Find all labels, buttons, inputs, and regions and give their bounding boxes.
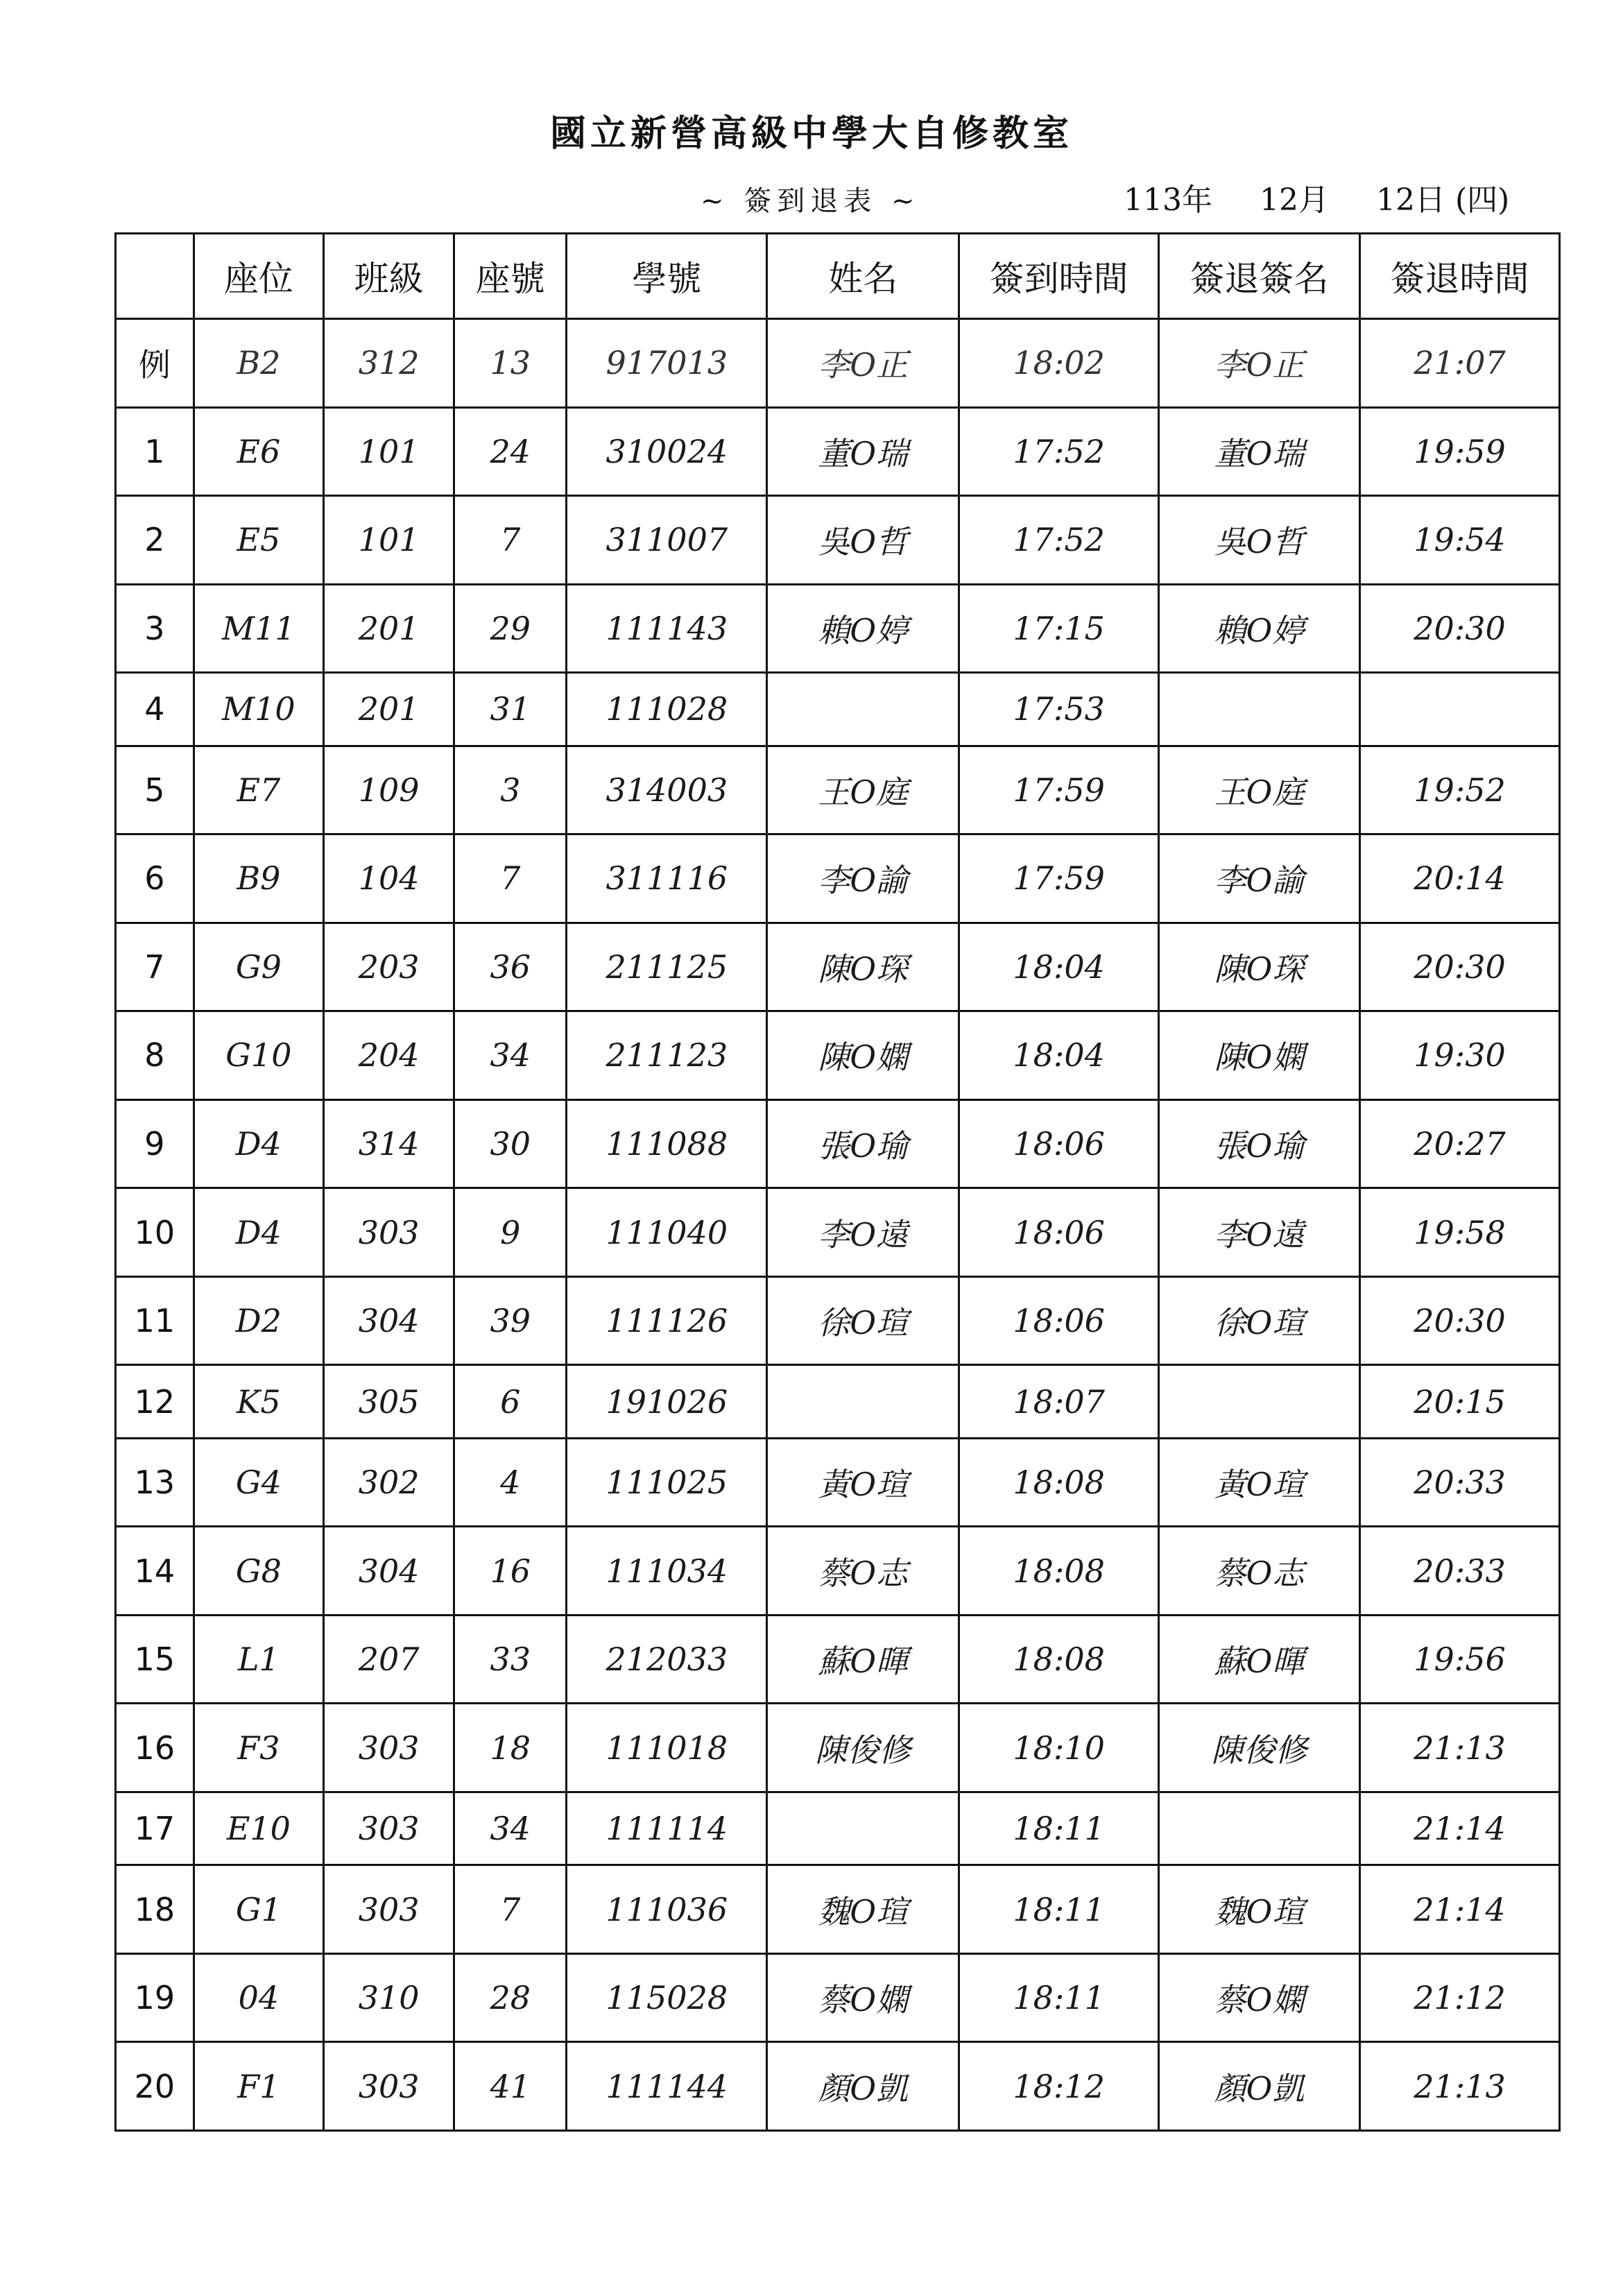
seat-number-cell: 7: [454, 1865, 567, 1954]
row-number: 9: [116, 1099, 194, 1188]
check-out-signature-cell: 賴O婷: [1159, 584, 1360, 673]
table-row: [116, 2042, 1560, 2131]
check-out-time-cell: 20:30: [1360, 584, 1560, 673]
check-in-time-cell: 17:52: [959, 496, 1159, 585]
name-cell: 徐O瑄: [767, 1276, 959, 1365]
student-id-cell: 314003: [567, 746, 767, 834]
student-id-cell: 311116: [567, 834, 767, 923]
check-out-time-cell: 20:30: [1360, 1276, 1560, 1365]
seat-cell: E10: [194, 1792, 323, 1865]
seat-cell: F3: [194, 1704, 323, 1792]
name-cell: 李O正: [767, 319, 959, 408]
check-out-signature-cell: 李O諭: [1159, 834, 1360, 923]
seat-number-cell: 33: [454, 1615, 567, 1704]
check-out-signature-cell: 張O瑜: [1159, 1099, 1360, 1188]
student-id-cell: 111144: [567, 2042, 767, 2131]
row-number: 19: [116, 1953, 194, 2042]
seat-number-cell: 29: [454, 584, 567, 673]
check-out-time-cell: 20:33: [1360, 1438, 1560, 1527]
document-subtitle: ~ 簽到退表 ~: [701, 185, 920, 217]
check-in-time-cell: 18:10: [959, 1704, 1159, 1792]
date-month: 12月: [1259, 182, 1329, 218]
name-cell: 蔡O志: [767, 1527, 959, 1616]
table-row: [116, 1099, 1560, 1188]
name-cell: 陳俊修: [767, 1704, 959, 1792]
check-out-time-cell: 19:52: [1360, 746, 1560, 834]
name-cell: 李O遠: [767, 1188, 959, 1277]
check-in-time-cell: 18:11: [959, 1865, 1159, 1954]
seat-cell: B2: [194, 319, 323, 408]
check-out-time-cell: 19:56: [1360, 1615, 1560, 1704]
check-out-signature-cell: 陳O琛: [1159, 923, 1360, 1011]
row-number: 2: [116, 496, 194, 585]
sign-in-table: [114, 232, 1561, 2132]
seat-number-header: 座號: [454, 234, 567, 319]
student-id-header: 學號: [567, 234, 767, 319]
check-out-time-cell: 21:14: [1360, 1792, 1560, 1865]
class-cell: 201: [324, 673, 454, 746]
row-number: 15: [116, 1615, 194, 1704]
seat-cell: G1: [194, 1865, 323, 1954]
student-id-cell: 111025: [567, 1438, 767, 1527]
check-out-signature-cell: 李O遠: [1159, 1188, 1360, 1277]
check-out-signature-cell: 魏O瑄: [1159, 1865, 1360, 1954]
table-row: [116, 407, 1560, 496]
table-row: [116, 1188, 1560, 1277]
check-out-time-cell: 20:27: [1360, 1099, 1560, 1188]
class-cell: 204: [324, 1011, 454, 1100]
name-cell: 吳O哲: [767, 496, 959, 585]
name-cell: 黃O瑄: [767, 1438, 959, 1527]
table-row: [116, 834, 1560, 923]
check-out-signature-cell: 黃O瑄: [1159, 1438, 1360, 1527]
seat-number-cell: 4: [454, 1438, 567, 1527]
seat-number-cell: 6: [454, 1365, 567, 1438]
table-row: [116, 1865, 1560, 1954]
seat-cell: D4: [194, 1188, 323, 1277]
seat-cell: G10: [194, 1011, 323, 1100]
table-row: [116, 1438, 1560, 1527]
date-line: [1124, 175, 1509, 219]
row-number: 5: [116, 746, 194, 834]
class-cell: 109: [324, 746, 454, 834]
check-in-time-cell: 17:15: [959, 584, 1159, 673]
seat-header: 座位: [194, 234, 323, 319]
row-number: 1: [116, 407, 194, 496]
student-id-cell: 211123: [567, 1011, 767, 1100]
name-cell: 董O瑞: [767, 407, 959, 496]
check-out-signature-cell: 蘇O暉: [1159, 1615, 1360, 1704]
check-out-signature-cell: 陳O嫻: [1159, 1011, 1360, 1100]
check-out-signature-cell: [1159, 1792, 1360, 1865]
seat-number-cell: 36: [454, 923, 567, 1011]
date-weekday: (四): [1454, 182, 1510, 218]
check-out-signature-cell: 顏O凱: [1159, 2042, 1360, 2131]
name-cell: 陳O琛: [767, 923, 959, 1011]
example-row: [116, 319, 1560, 408]
student-id-cell: 111034: [567, 1527, 767, 1616]
table-row: [116, 1276, 1560, 1365]
row-number: 11: [116, 1276, 194, 1365]
row-number: 20: [116, 2042, 194, 2131]
document-title: 國立新營高級中學大自修教室: [549, 112, 1073, 155]
seat-number-cell: 24: [454, 407, 567, 496]
header-row: [116, 234, 1560, 319]
seat-cell: 04: [194, 1953, 323, 2042]
row-number: 8: [116, 1011, 194, 1100]
row-number: 18: [116, 1865, 194, 1954]
row-number: 7: [116, 923, 194, 1011]
table-row: [116, 1011, 1560, 1100]
check-in-time-cell: 18:02: [959, 319, 1159, 408]
check-in-time-cell: 18:08: [959, 1527, 1159, 1616]
class-cell: 303: [324, 1704, 454, 1792]
class-cell: 310: [324, 1953, 454, 2042]
check-out-time-cell: 20:30: [1360, 923, 1560, 1011]
check-in-time-cell: 18:04: [959, 923, 1159, 1011]
class-cell: 303: [324, 1865, 454, 1954]
seat-number-cell: 39: [454, 1276, 567, 1365]
class-cell: 304: [324, 1276, 454, 1365]
seat-cell: K5: [194, 1365, 323, 1438]
seat-cell: F1: [194, 2042, 323, 2131]
check-out-signature-cell: 蔡O志: [1159, 1527, 1360, 1616]
name-cell: [767, 1365, 959, 1438]
table-row: [116, 673, 1560, 746]
check-in-time-cell: 18:11: [959, 1953, 1159, 2042]
class-cell: 104: [324, 834, 454, 923]
row-number: 13: [116, 1438, 194, 1527]
seat-cell: E5: [194, 496, 323, 585]
check-in-time-header: 簽到時間: [959, 234, 1159, 319]
check-out-time-cell: 19:59: [1360, 407, 1560, 496]
seat-cell: E7: [194, 746, 323, 834]
name-cell: 陳O嫻: [767, 1011, 959, 1100]
class-cell: 207: [324, 1615, 454, 1704]
check-in-time-cell: 17:52: [959, 407, 1159, 496]
seat-number-cell: 31: [454, 673, 567, 746]
check-out-time-cell: 21:12: [1360, 1953, 1560, 2042]
student-id-cell: 310024: [567, 407, 767, 496]
table-row: [116, 1527, 1560, 1616]
check-out-time-cell: 19:30: [1360, 1011, 1560, 1100]
seat-cell: M10: [194, 673, 323, 746]
check-out-signature-cell: 陳俊修: [1159, 1704, 1360, 1792]
seat-number-cell: 16: [454, 1527, 567, 1616]
student-id-cell: 111036: [567, 1865, 767, 1954]
check-out-signature-cell: [1159, 1365, 1360, 1438]
table-row: [116, 1615, 1560, 1704]
check-in-time-cell: 18:06: [959, 1276, 1159, 1365]
check-in-time-cell: 18:07: [959, 1365, 1159, 1438]
name-cell: 蘇O暉: [767, 1615, 959, 1704]
check-in-time-cell: 18:11: [959, 1792, 1159, 1865]
seat-number-cell: 30: [454, 1099, 567, 1188]
seat-cell: L1: [194, 1615, 323, 1704]
row-number: 16: [116, 1704, 194, 1792]
date-day: 12日: [1375, 182, 1445, 218]
check-out-signature-cell: [1159, 673, 1360, 746]
check-out-time-cell: 21:07: [1360, 319, 1560, 408]
seat-number-cell: 18: [454, 1704, 567, 1792]
seat-cell: M11: [194, 584, 323, 673]
check-out-time-cell: 19:58: [1360, 1188, 1560, 1277]
check-out-time-cell: 19:54: [1360, 496, 1560, 585]
table-body: [116, 319, 1560, 2131]
row-number: 12: [116, 1365, 194, 1438]
class-cell: 101: [324, 407, 454, 496]
check-out-time-cell: 20:14: [1360, 834, 1560, 923]
name-cell: 張O瑜: [767, 1099, 959, 1188]
table-row: [116, 1704, 1560, 1792]
student-id-cell: 212033: [567, 1615, 767, 1704]
check-in-time-cell: 17:53: [959, 673, 1159, 746]
student-id-cell: 917013: [567, 319, 767, 408]
table-row: [116, 1365, 1560, 1438]
student-id-cell: 111088: [567, 1099, 767, 1188]
seat-number-cell: 7: [454, 834, 567, 923]
name-cell: [767, 1792, 959, 1865]
seat-cell: B9: [194, 834, 323, 923]
row-number: 10: [116, 1188, 194, 1277]
student-id-cell: 211125: [567, 923, 767, 1011]
seat-number-cell: 41: [454, 2042, 567, 2131]
name-cell: 王O庭: [767, 746, 959, 834]
row-number: 6: [116, 834, 194, 923]
row-number: 3: [116, 584, 194, 673]
name-cell: 蔡O嫻: [767, 1953, 959, 2042]
student-id-cell: 191026: [567, 1365, 767, 1438]
seat-number-cell: 34: [454, 1792, 567, 1865]
table-row: [116, 746, 1560, 834]
check-in-time-cell: 18:04: [959, 1011, 1159, 1100]
name-cell: 李O諭: [767, 834, 959, 923]
student-id-cell: 115028: [567, 1953, 767, 2042]
check-out-time-cell: 20:33: [1360, 1527, 1560, 1616]
table-row: [116, 923, 1560, 1011]
class-cell: 302: [324, 1438, 454, 1527]
check-out-signature-cell: 王O庭: [1159, 746, 1360, 834]
check-out-signature-cell: 蔡O嫻: [1159, 1953, 1360, 2042]
class-cell: 303: [324, 1792, 454, 1865]
check-in-time-cell: 17:59: [959, 834, 1159, 923]
student-id-cell: 111028: [567, 673, 767, 746]
name-header: 姓名: [767, 234, 959, 319]
date-year: 113年: [1124, 182, 1212, 218]
seat-number-cell: 28: [454, 1953, 567, 2042]
class-cell: 203: [324, 923, 454, 1011]
seat-cell: G9: [194, 923, 323, 1011]
class-cell: 305: [324, 1365, 454, 1438]
check-in-time-cell: 17:59: [959, 746, 1159, 834]
check-out-time-cell: 21:13: [1360, 2042, 1560, 2131]
seat-cell: D4: [194, 1099, 323, 1188]
check-out-time-cell: 21:13: [1360, 1704, 1560, 1792]
class-cell: 304: [324, 1527, 454, 1616]
check-out-time-header: 簽退時間: [1360, 234, 1560, 319]
check-in-time-cell: 18:06: [959, 1099, 1159, 1188]
row-number: 14: [116, 1527, 194, 1616]
seat-number-cell: 7: [454, 496, 567, 585]
seat-cell: D2: [194, 1276, 323, 1365]
row-number: 17: [116, 1792, 194, 1865]
check-in-time-cell: 18:08: [959, 1438, 1159, 1527]
check-in-time-cell: 18:08: [959, 1615, 1159, 1704]
seat-cell: G4: [194, 1438, 323, 1527]
class-cell: 201: [324, 584, 454, 673]
check-out-time-cell: 20:15: [1360, 1365, 1560, 1438]
seat-number-cell: 9: [454, 1188, 567, 1277]
check-out-signature-cell: 董O瑞: [1159, 407, 1360, 496]
class-cell: 101: [324, 496, 454, 585]
check-in-time-cell: 18:06: [959, 1188, 1159, 1277]
table-row: [116, 1792, 1560, 1865]
seat-number-cell: 34: [454, 1011, 567, 1100]
class-cell: 303: [324, 1188, 454, 1277]
student-id-cell: 311007: [567, 496, 767, 585]
name-cell: 賴O婷: [767, 584, 959, 673]
name-cell: 顏O凱: [767, 2042, 959, 2131]
student-id-cell: 111126: [567, 1276, 767, 1365]
class-cell: 314: [324, 1099, 454, 1188]
check-out-signature-cell: 徐O瑄: [1159, 1276, 1360, 1365]
class-cell: 303: [324, 2042, 454, 2131]
name-cell: 魏O瑄: [767, 1865, 959, 1954]
student-id-cell: 111040: [567, 1188, 767, 1277]
table-row: [116, 1953, 1560, 2042]
check-out-time-cell: [1360, 673, 1560, 746]
class-cell: 312: [324, 319, 454, 408]
check-in-time-cell: 18:12: [959, 2042, 1159, 2131]
table-row: [116, 584, 1560, 673]
check-out-time-cell: 21:14: [1360, 1865, 1560, 1954]
name-cell: [767, 673, 959, 746]
seat-cell: G8: [194, 1527, 323, 1616]
check-out-signature-cell: 吳O哲: [1159, 496, 1360, 585]
table-row: [116, 496, 1560, 585]
check-out-signature-header: 簽退簽名: [1159, 234, 1360, 319]
seat-number-cell: 3: [454, 746, 567, 834]
student-id-cell: 111114: [567, 1792, 767, 1865]
row-number: 例: [116, 319, 194, 408]
seat-cell: E6: [194, 407, 323, 496]
student-id-cell: 111143: [567, 584, 767, 673]
row-number: 4: [116, 673, 194, 746]
class-header: 班級: [324, 234, 454, 319]
check-out-signature-cell: 李O正: [1159, 319, 1360, 408]
row-number-header: [116, 234, 194, 319]
seat-number-cell: 13: [454, 319, 567, 408]
student-id-cell: 111018: [567, 1704, 767, 1792]
